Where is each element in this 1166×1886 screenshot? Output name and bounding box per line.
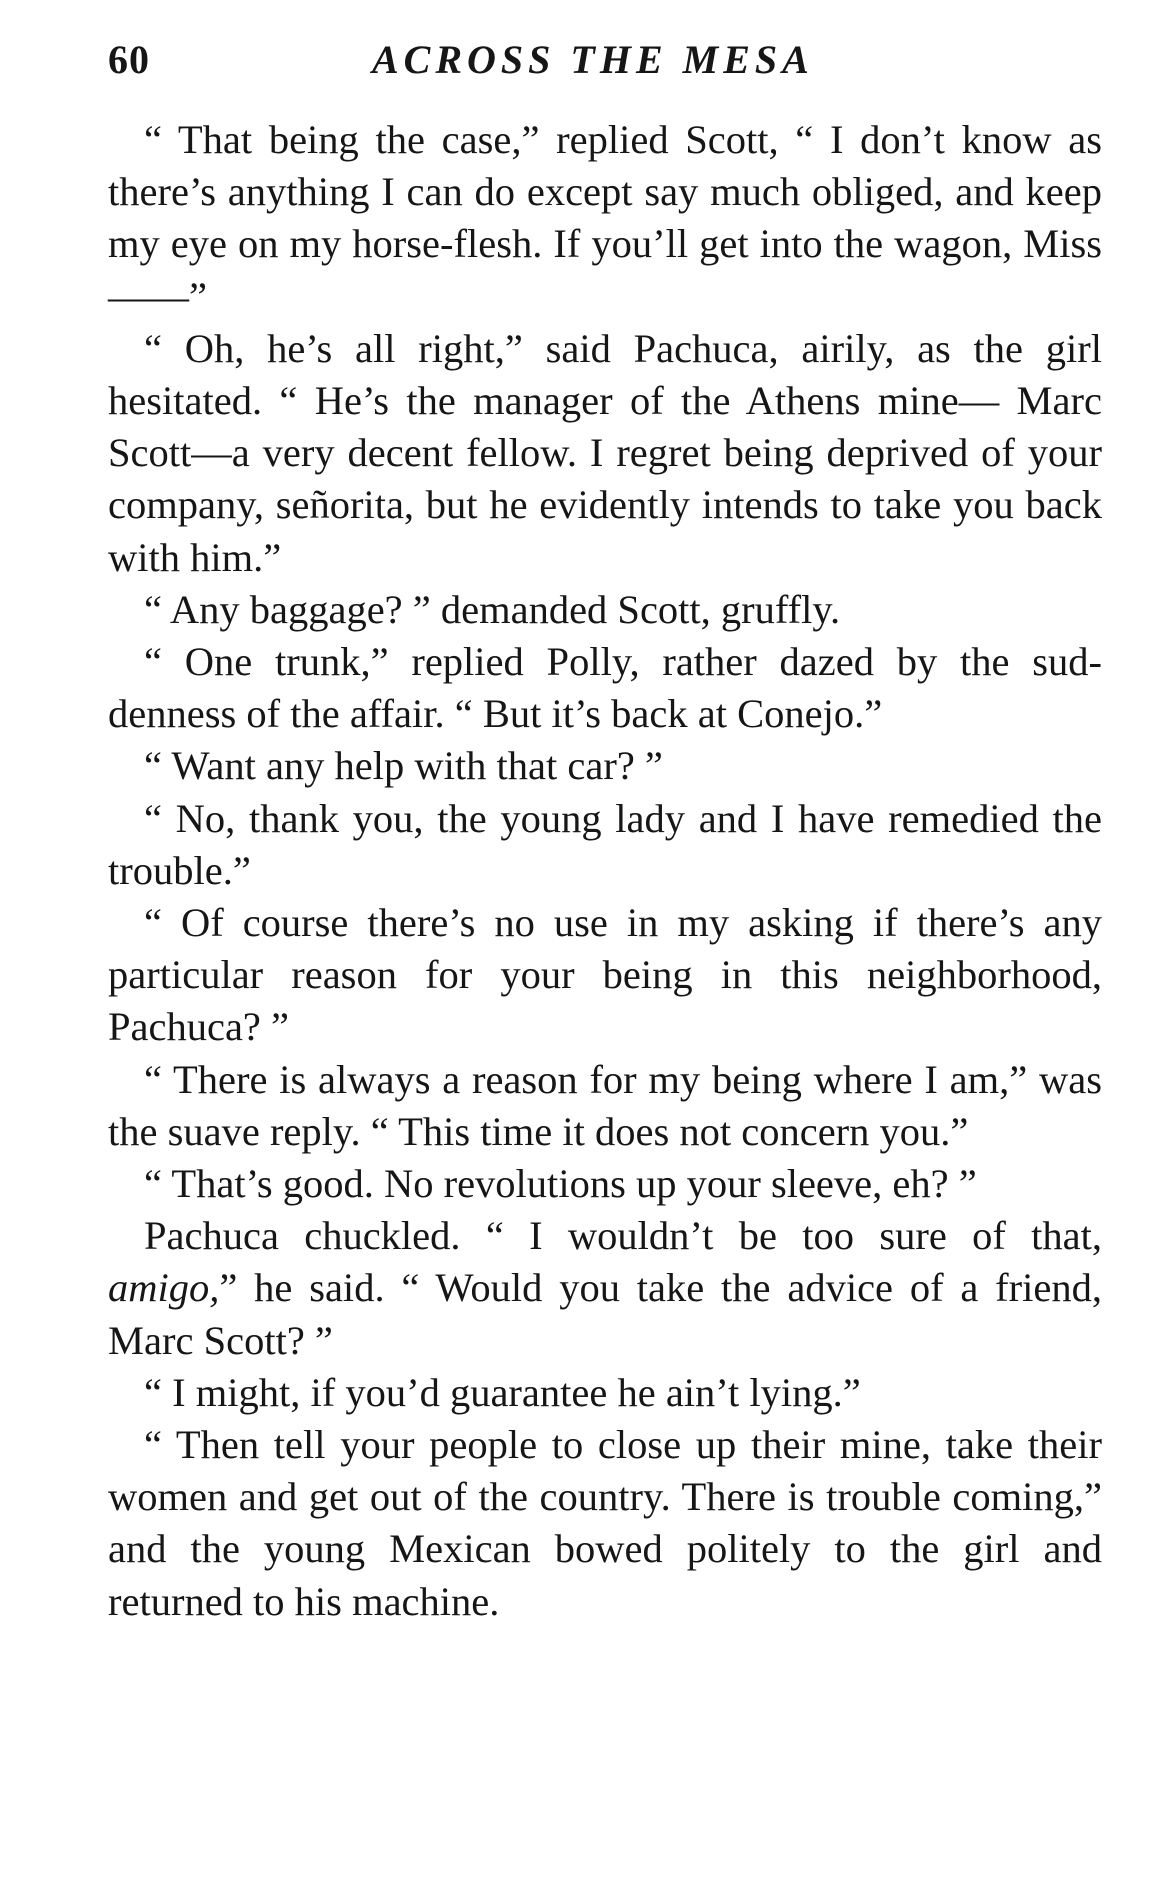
paragraph: “ There is always a reason for my being where I am,” was the suave reply. “ This time it does not concern you.” xyxy=(108,1056,1102,1154)
paragraph: “ That’s good. No revolutions up your sleeve, eh? ” xyxy=(144,1161,977,1207)
paragraph: “ Then tell your people to close up their mine, take their women and get out of the country. There is trouble coming,” and the young Mexican bowed politely to the girl and returned to his machine. xyxy=(108,1422,1102,1624)
paragraph: “ One trunk,” replied Polly, rather dazed by the suddenness of the affair. “ But it’s back at Conejo.” xyxy=(108,639,1102,737)
italic-word: amigo, xyxy=(108,1265,220,1311)
paragraph xyxy=(108,1210,1102,1367)
paragraph-text: Pachuca chuckled. “ I wouldn’t be too sure of that, xyxy=(144,1213,1102,1259)
paragraph-text: ” he said. “ Would you take the advice of a friend, Marc Scott? ” xyxy=(108,1265,1102,1363)
paragraph: “ Oh, he’s all right,” said Pachuca, airily, as the girl hesitated. “ He’s the manager of the Athens mine— Marc Scott—a very decent fellow. I regret being deprived of your company, señorita, but he evidently intends to take you back with him.” xyxy=(108,325,1102,580)
paragraph: “ I might, if you’d guarantee he ain’t lying.” xyxy=(144,1369,861,1415)
running-title: ACROSS THE MESA xyxy=(372,37,814,82)
running-head xyxy=(108,36,1102,96)
body-text xyxy=(108,114,1102,1628)
paragraph: “ Of course there’s no use in my asking if there’s any particular reason for your being in this neighborhood, Pachuca? ” xyxy=(108,900,1102,1050)
page-number: 60 xyxy=(108,37,150,82)
paragraph: “ No, thank you, the young lady and I have remedied the trouble.” xyxy=(108,795,1102,893)
paragraph: “ Want any help with that car? ” xyxy=(144,743,663,789)
paragraph: “ Any baggage? ” demanded Scott, gruffly. xyxy=(144,586,841,632)
paragraph: “ That being the case,” replied Scott, “ I don’t know as there’s anything I can do except say much obliged, and keep my eye on my horse-flesh. If you’ll get into the wagon, Miss ——” xyxy=(108,117,1102,319)
